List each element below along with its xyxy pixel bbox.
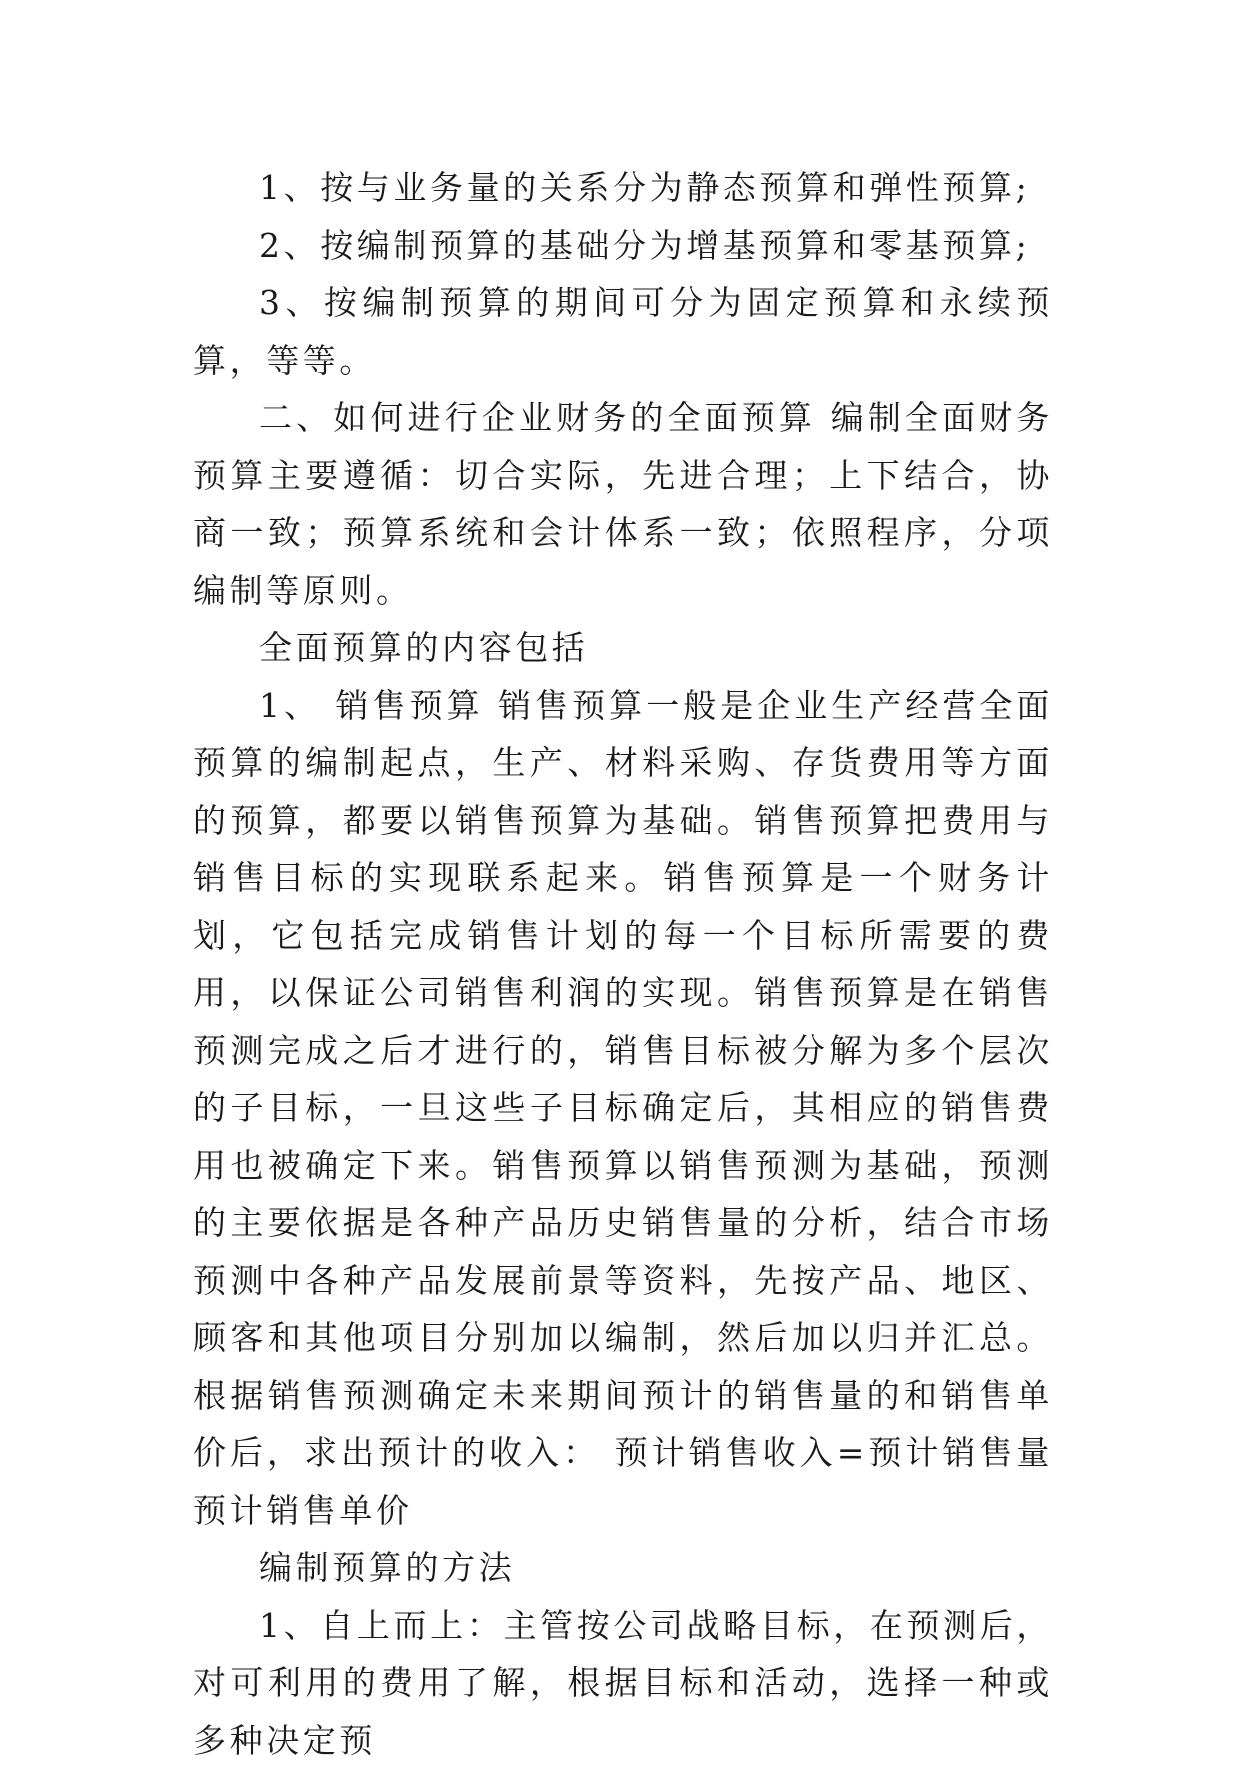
paragraph-sales-budget: 1、 销售预算 销售预算一般是企业生产经营全面预算的编制起点，生产、材料采购、存货费用等方面的预算，都要以销售预算为基础。销售预算把费用与销售目标的实现联系起来。销售预算是一个财务计划，它包括完成销售计划的每一个目标所需要的费用，以保证公司销售利润的实现。销售预算是在销售预测完成之后才进行的，销售目标被分解为多个层次的子目标，一旦这些子目标确定后，其相应的销售费用也被确定下来。销售预算以销售预测为基础，预测的主要依据是各种产品历史销售量的分析，结合市场预测中各种产品发展前景等资料，先按产品、地区、顾客和其他项目分别加以编制，然后加以归并汇总。根据销售预测确定未来期间预计的销售量的和销售单价后，求出预计的收入： 预计销售收入=预计销售量预计销售单价 (193, 677, 1053, 1540)
paragraph-methods-heading: 编制预算的方法 (193, 1539, 1053, 1597)
document-body (193, 159, 1053, 1769)
paragraph-contents-heading: 全面预算的内容包括 (193, 619, 1053, 677)
paragraph-budget-type-2: 2、按编制预算的基础分为增基预算和零基预算; (193, 217, 1053, 275)
paragraph-top-down-method: 1、自上而上：主管按公司战略目标，在预测后，对可利用的费用了解，根据目标和活动，选择一种或多种决定预 (193, 1597, 1053, 1769)
paragraph-section-two: 二、如何进行企业财务的全面预算 编制全面财务预算主要遵循：切合实际，先进合理；上下结合，协商一致；预算系统和会计体系一致；依照程序，分项编制等原则。 (193, 389, 1053, 619)
paragraph-budget-type-1: 1、按与业务量的关系分为静态预算和弹性预算; (193, 159, 1053, 217)
paragraph-budget-type-3: 3、按编制预算的期间可分为固定预算和永续预算，等等。 (193, 274, 1053, 389)
